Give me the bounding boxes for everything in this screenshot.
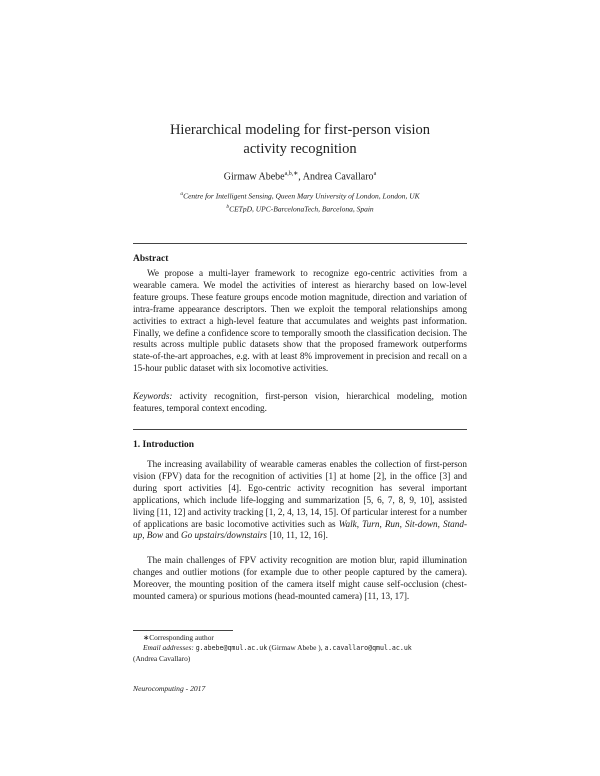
author-separator: ,: [298, 171, 303, 183]
abstract-top-rule: [133, 243, 467, 244]
journal-footer: Neurocomputing - 2017: [133, 684, 206, 693]
affiliation-1: $^a$Centre for Intelligent Sensing, Queen Mary University of London, London, UK: [180, 191, 420, 201]
email-cavallaro[interactable]: a.cavallaro@qmul.ac.uk: [324, 644, 412, 652]
footnote-rule: [133, 630, 233, 631]
author-1-affil: a,b,∗: [284, 171, 299, 177]
author-2: Andrea Cavallaro: [302, 171, 374, 183]
intro-paragraph-2: The main challenges of FPV activity recognition are motion blur, rapid illumination changes and outlier motions (for example due to other people captured by the camera). Moreover, the mounting position of the camera itself might cause self-occlusion (chest-mounted camera) or spurious motions (head-mounted camera) [11, 13, 17].: [133, 555, 467, 601]
affiliation-2: $^b$CETpD, UPC-BarcelonaTech, Barcelona, Spain: [226, 203, 374, 213]
paper-title: [100, 121, 500, 159]
title-line-1: Hierarchical modeling for first-person vision: [169, 122, 431, 138]
keywords-label: Keywords:: [133, 391, 173, 401]
keywords: [133, 391, 467, 415]
author-1: Girmaw Abebe: [223, 171, 285, 183]
abstract-text: We propose a multi-layer framework to recognize ego-centric activities from a wearable camera. We model the activities of interest as hierarchy based on low-level feature groups. These feature groups encode motion magnitude, direction and variation of intra-frame appearance descriptors. Then we exploit the temporal relationships among activities to extract a high-level feature that accumulates and weights past information. Finally, we define a confidence score to temporally smooth the classification decision. The results across multiple public datasets show that the proposed framework outperforms state-of-the-art approaches, e.g. with at least 8% improvement in precision and recall on a 15-hour public dataset with six locomotive activities.: [133, 268, 467, 374]
email-abebe[interactable]: g.abebe@qmul.ac.uk: [195, 644, 268, 652]
footnote-corresponding: ∗Corresponding author: [143, 633, 214, 642]
abstract-heading: Abstract: [133, 254, 169, 264]
affiliations: [90, 189, 510, 214]
intro-paragraph-1: The increasing availability of wearable cameras enables the collection of first-person vision (FPV) data for the recognition of activities [1] at home [2], in the office [3] and during sport activities [4]. Ego-centric activity recognition has several important applications, which include life-logging and summarization [5, 6, 7, 8, 9, 10], assisted living [11, 12] and activity tracking [1, 2, 4, 13, 14, 15]. Of particular interest for a number of applications are basic locomotive activities such as Walk, Turn, Run, Sit-down, Stand-up, Bow and Go upstairs/downstairs [10, 11, 12, 16].: [133, 459, 467, 541]
author-2-affil: a: [373, 171, 377, 177]
footnote-emails: Email addresses: g.abebe@qmul.ac.uk (Girmaw Abebe ), a.cavallaro@qmul.ac.uk (Andrea Cavallaro): [133, 643, 412, 663]
abstract-bottom-rule: [133, 429, 467, 430]
author-list: [100, 168, 500, 183]
section-heading-introduction: 1. Introduction: [133, 440, 195, 450]
title-line-2: activity recognition: [243, 141, 357, 157]
keywords-text: activity recognition, first-person vision, hierarchical modeling, motion features, temporal context encoding.: [133, 391, 467, 413]
